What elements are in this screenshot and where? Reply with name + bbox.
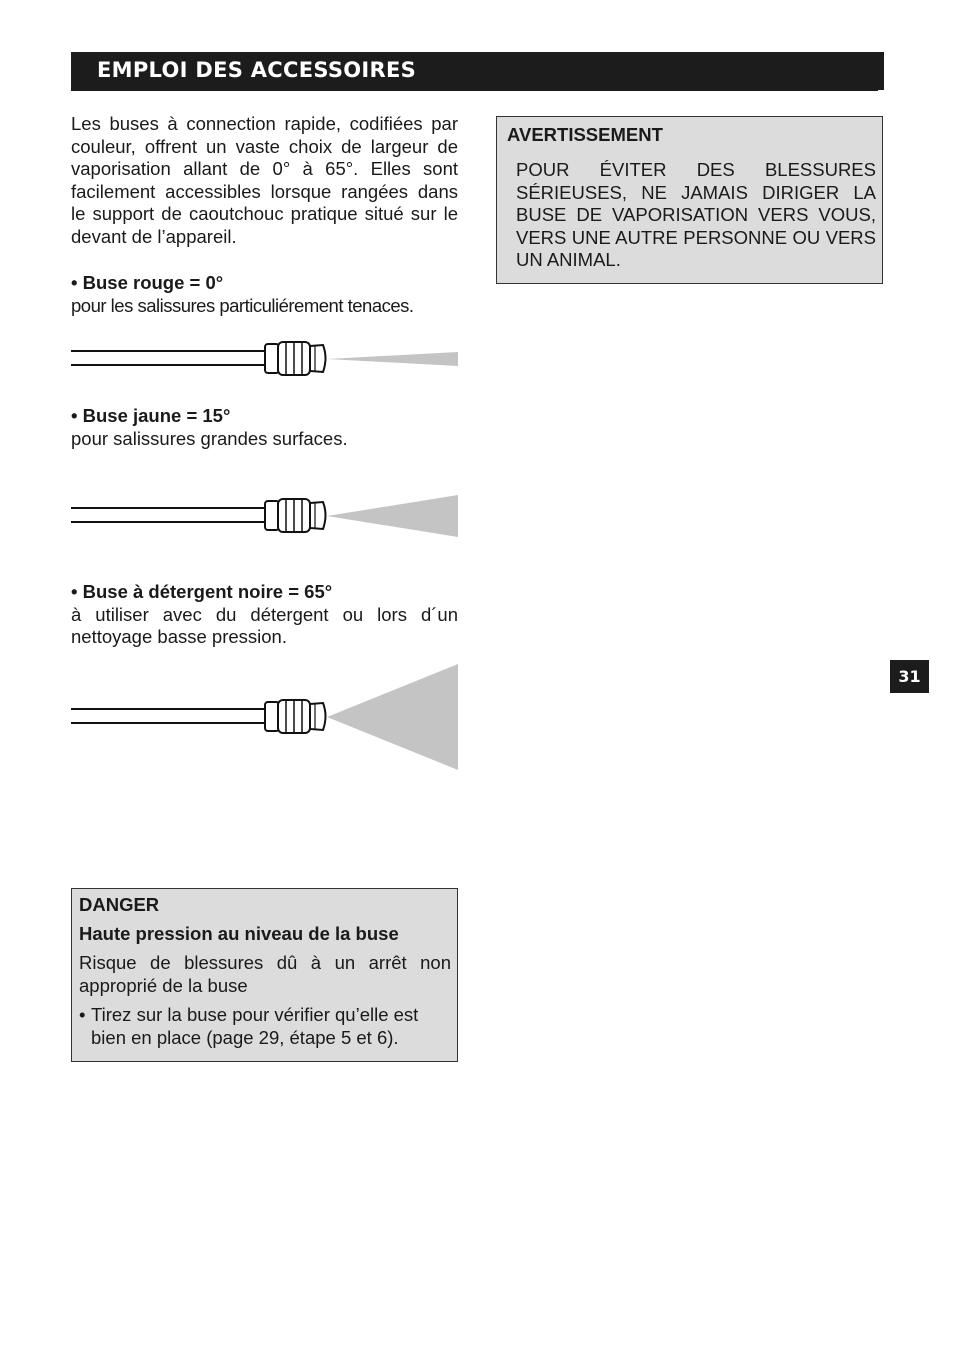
intro-paragraph: Les buses à connection rapide, codifiées par couleur, offrent un vaste choix de largeur de vaporisation allant de 0° à 65°. Elles sont facilement accessibles lorsque rangées dans le support de caoutchouc pratique situé sur le devant de l’appareil. [71, 113, 458, 247]
wand-icon [71, 342, 326, 375]
bullet-icon: • [79, 1004, 86, 1025]
spray-15-icon [327, 495, 458, 537]
wand-icon [71, 700, 326, 733]
wand-icon [71, 499, 326, 532]
nozzle-yellow-heading: • Buse jaune = 15° [71, 405, 231, 426]
nozzle-red-heading: • Buse rouge = 0° [71, 272, 224, 293]
section-title: EMPLOI DES ACCESSOIRES [97, 58, 417, 82]
nozzle-black-description: à utiliser avec du détergent ou lors d´un nettoyage basse pression. [71, 603, 458, 648]
nozzle-black-block [71, 581, 458, 649]
nozzle-black-illustration [71, 662, 461, 772]
danger-bullet [79, 1004, 451, 1049]
danger-bullet-text: Tirez sur la buse pour vérifier qu’elle est bien en place (page 29, étape 5 et 6). [91, 1004, 419, 1048]
warning-title: AVERTISSEMENT [507, 124, 663, 145]
nozzle-red-description: pour les salissures particuliérement tenaces. [71, 294, 414, 316]
nozzle-yellow-block [71, 405, 458, 450]
nozzle-red-block [71, 272, 458, 317]
nozzle-black-heading: • Buse à détergent noire = 65° [71, 581, 333, 602]
danger-title: DANGER [79, 894, 160, 915]
nozzle-red-illustration [71, 336, 461, 382]
danger-subtitle: Haute pression au niveau de la buse [79, 923, 399, 944]
spray-65-icon [327, 664, 458, 770]
spray-0-icon [327, 352, 458, 366]
header-underline [71, 89, 878, 91]
nozzle-yellow-description: pour salissures grandes surfaces. [71, 427, 348, 449]
warning-text: POUR ÉVITER DES BLESSURES SÉRIEUSES, NE JAMAIS DIRIGER LA BUSE DE VAPORISATION VERS VOUS, VERS UNE AUTRE PERSONNE OU VERS UN ANIMAL. [516, 159, 876, 271]
danger-box [71, 888, 458, 1062]
nozzle-yellow-illustration [71, 493, 461, 539]
page-number-tab: 31 [890, 660, 929, 693]
danger-text: Risque de blessures dû à un arrêt non approprié de la buse [79, 952, 451, 996]
warning-box [496, 116, 883, 284]
section-header [71, 52, 884, 90]
